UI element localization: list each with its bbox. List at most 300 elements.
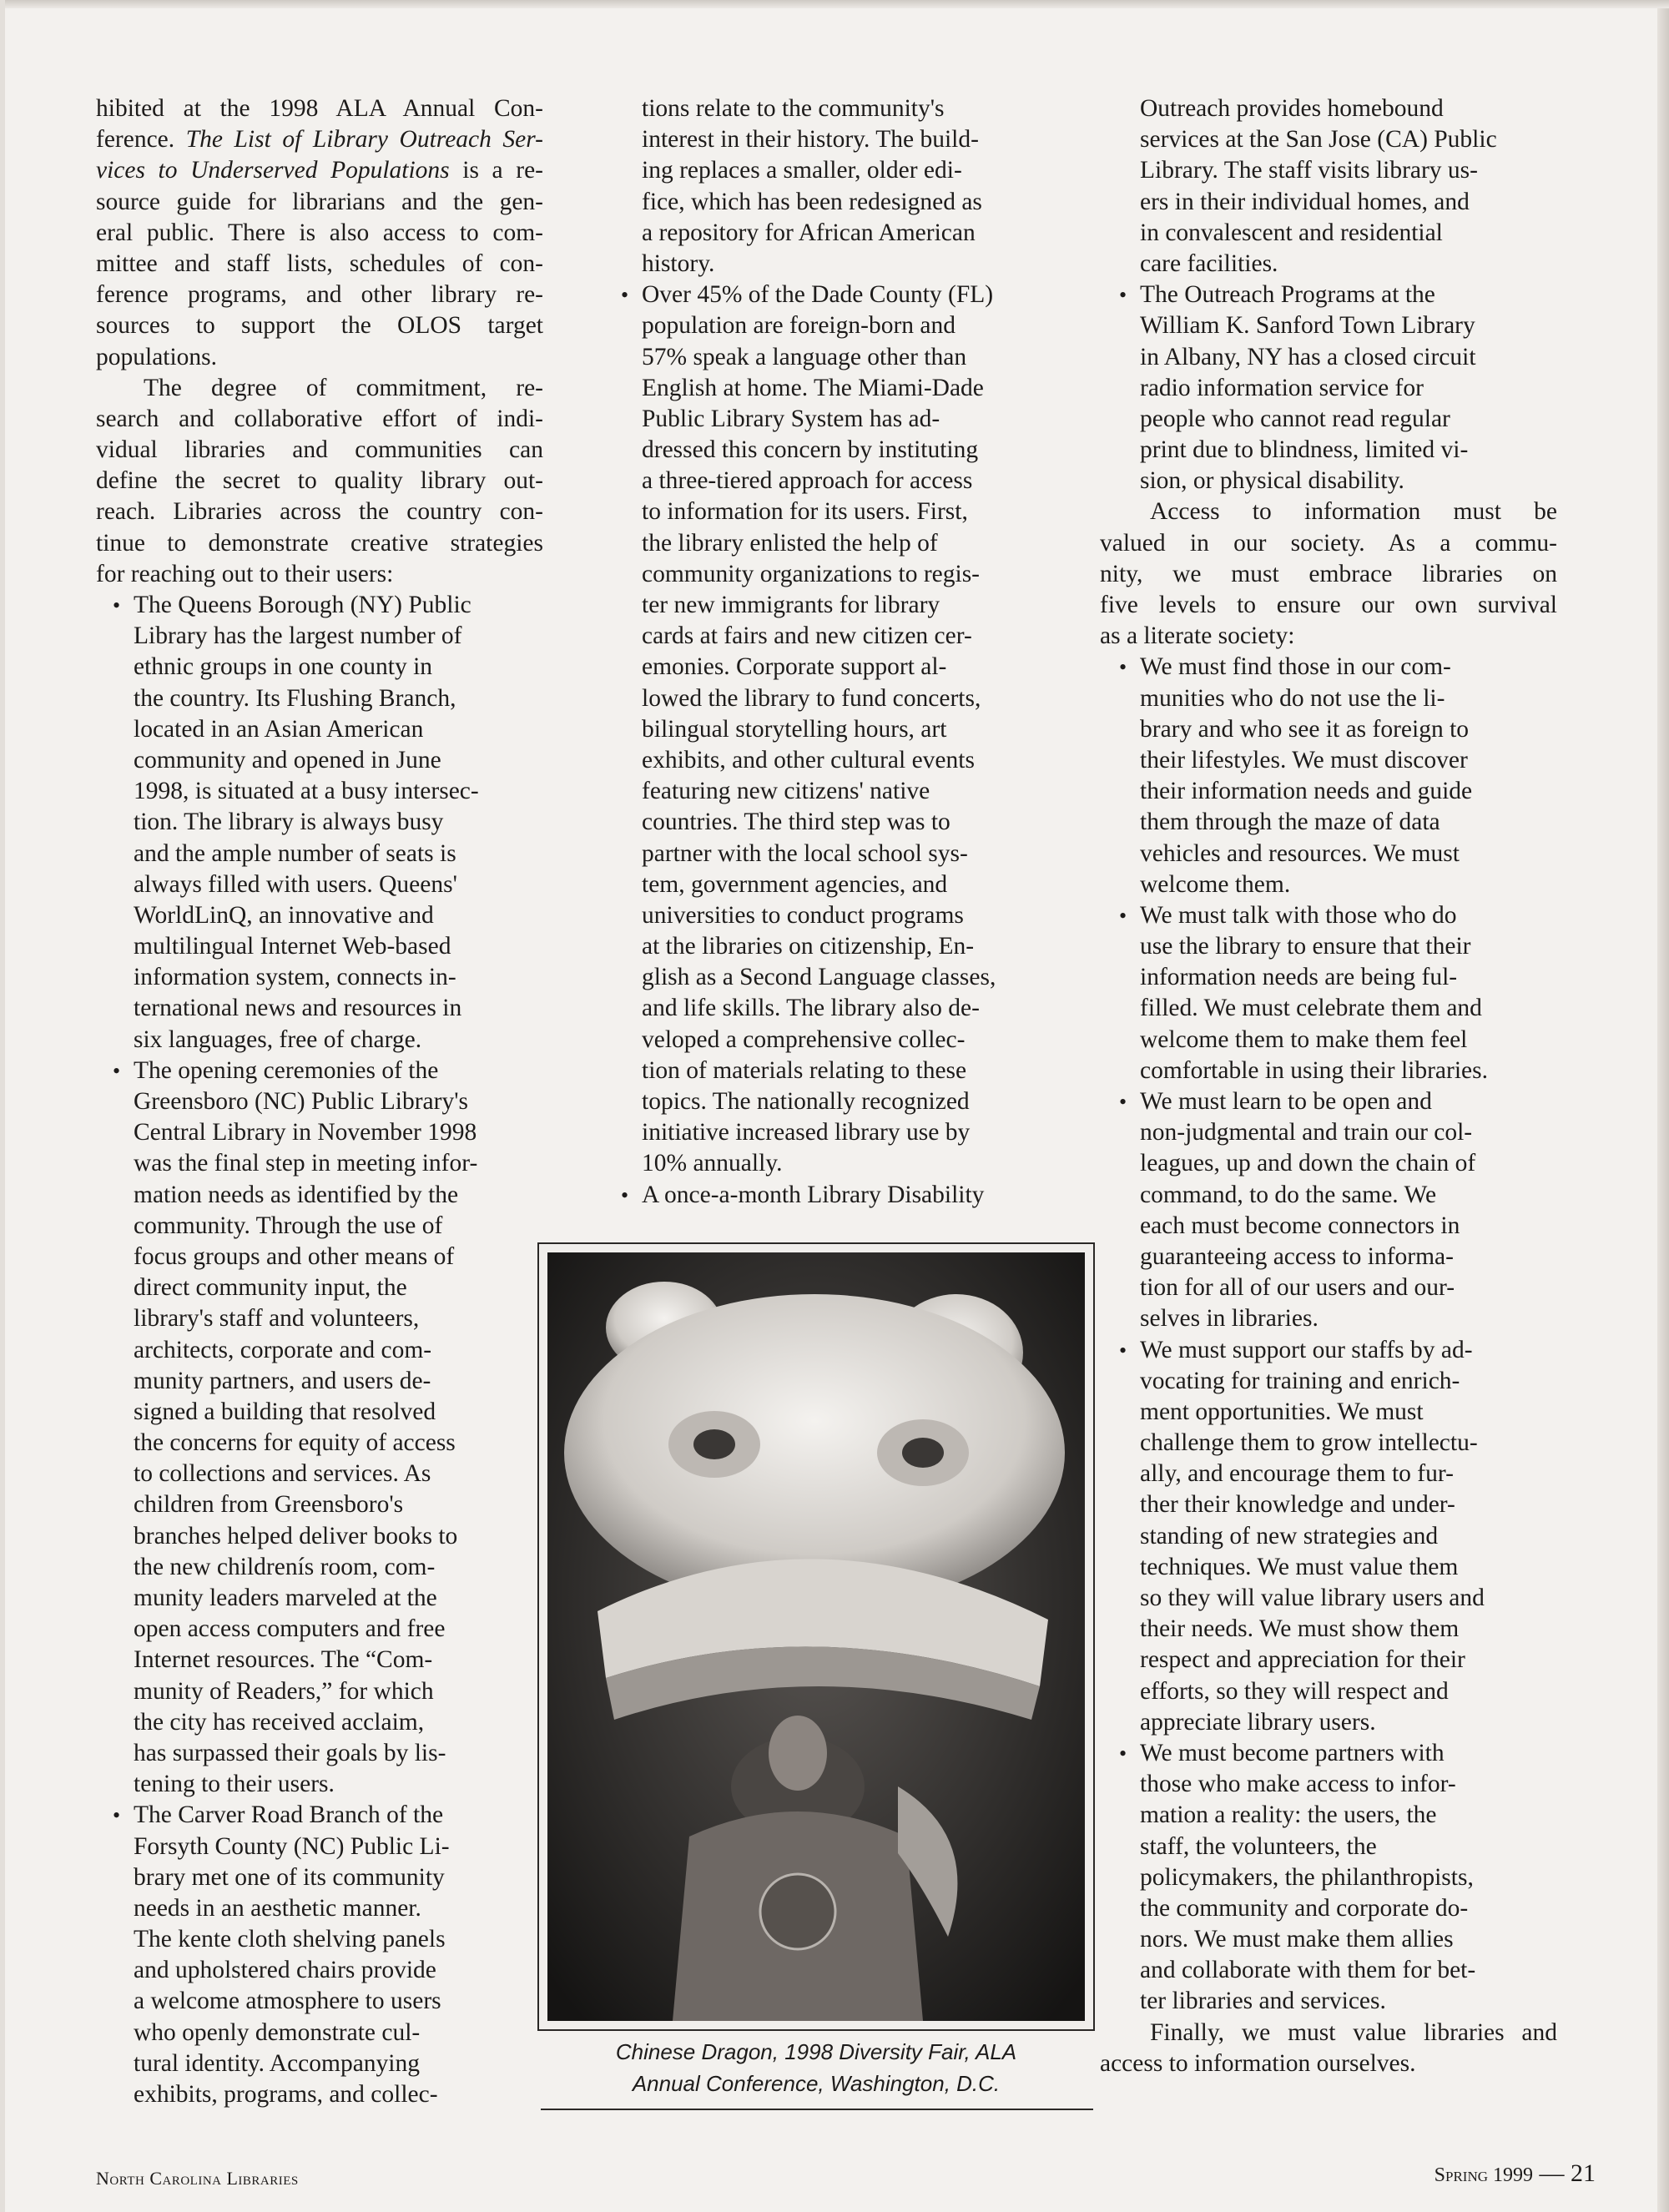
bullet-item-line: [1100, 1986, 1557, 2017]
paragraph-line: [1100, 218, 1557, 249]
footer-issue: Spring 1999: [1434, 2164, 1533, 2186]
line-text: Outreach provides homebound: [1140, 95, 1444, 122]
caption-divider: [541, 2109, 1093, 2110]
bullet-item-line: [621, 373, 1072, 404]
bullet-item-line: [96, 900, 543, 931]
line-text: community organizations to regis-: [642, 560, 981, 587]
line-text: information system, connects in-: [134, 964, 456, 991]
bullet-item-line: [96, 2018, 543, 2048]
bullet-item-line: [1100, 1645, 1557, 1675]
bullet-item-line: [1100, 1272, 1557, 1303]
paragraph-line: [621, 249, 1072, 280]
bullet-icon: •: [621, 1182, 629, 1207]
line-text: eral public. There is also access to com-: [96, 219, 543, 246]
line-text: library's staff and volunteers,: [134, 1305, 420, 1333]
line-text: Central Library in November 1998: [134, 1119, 477, 1146]
line-text: use the library to ensure that their: [1140, 933, 1471, 960]
bullet-item-line: [96, 1086, 543, 1117]
line-text: staff, the volunteers, the: [1140, 1832, 1377, 1860]
bullet-item-line: [96, 1366, 543, 1397]
line-text: We must talk with those who do: [1140, 901, 1457, 929]
bullet-item-line: [621, 1148, 1072, 1179]
bullet-item-line: [621, 1086, 1072, 1117]
line-text: appreciate library users.: [1140, 1708, 1376, 1736]
line-text: ers in their individual homes, and: [1140, 188, 1470, 215]
bullet-item-line: [1100, 683, 1557, 714]
bullet-item-line: [1100, 1335, 1557, 1366]
paragraph-line: [96, 559, 543, 590]
line-text: fice, which has been redesigned as: [642, 188, 982, 215]
bullet-icon: •: [1119, 903, 1127, 928]
line-text: leagues, up and down the chain of: [1140, 1150, 1476, 1177]
bullet-item-line: [1100, 1521, 1557, 1552]
line-text: universities to conduct programs: [642, 901, 964, 929]
bullet-item-line: [1100, 652, 1557, 683]
paragraph-line: [621, 93, 1072, 124]
bullet-item-line: [1100, 1769, 1557, 1800]
paragraph-line: [96, 310, 543, 341]
paragraph-line: [96, 373, 543, 404]
line-text: located in an Asian American: [134, 715, 424, 743]
bullet-item-line: [96, 993, 543, 1024]
line-text: nity, we must embrace libraries on: [1100, 560, 1557, 587]
paragraph-line: [1100, 155, 1557, 186]
bullet-item-line: [1100, 869, 1557, 900]
line-text: tem, government agencies, and: [642, 870, 948, 898]
line-text: vehicles and resources. We must: [1140, 839, 1460, 867]
bullet-item-line: [1100, 1893, 1557, 1924]
line-text: and collaborate with them for bet-: [1140, 1957, 1476, 1984]
line-text: define the secret to quality library out-: [96, 467, 543, 495]
line-text: ing replaces a smaller, older edi-: [642, 157, 962, 184]
bullet-item-line: [96, 776, 543, 807]
bullet-item-line: [96, 1832, 543, 1862]
line-text: The Outreach Programs at the: [1140, 281, 1435, 309]
line-text: them through the maze of data: [1140, 809, 1440, 836]
line-text: history.: [642, 249, 715, 277]
bullet-item-line: [96, 1521, 543, 1552]
line-text: The kente cloth shelving panels: [134, 1926, 446, 1953]
line-text: so they will value library users and: [1140, 1585, 1485, 1611]
line-text: efforts, so they will respect and: [1140, 1677, 1449, 1705]
line-text: the library enlisted the help of: [642, 529, 938, 557]
bullet-item-line: [621, 496, 1072, 527]
line-text: munity partners, and users de-: [134, 1367, 431, 1394]
paragraph-line: [1100, 528, 1557, 559]
bullet-item-line: [621, 869, 1072, 900]
line-text: the new childrenís room, com-: [134, 1553, 436, 1580]
line-text: in Albany, NY has a closed circuit: [1140, 343, 1476, 370]
page-top-edge: [0, 0, 1669, 8]
bullet-item-line: [1100, 1397, 1557, 1428]
line-text: The Queens Borough (NY) Public: [134, 592, 471, 618]
line-text: ethnic groups in one county in: [134, 653, 433, 681]
line-text: who openly demonstrate cul-: [134, 2018, 421, 2046]
bullet-item-line: [1100, 714, 1557, 745]
paragraph-line: [96, 280, 543, 310]
bullet-item-line: [621, 404, 1072, 435]
line-text: welcome them.: [1140, 870, 1291, 898]
bullet-item-line: [1100, 807, 1557, 838]
line-text: tion. The library is always busy: [134, 809, 444, 836]
bullet-item-line: [96, 962, 543, 993]
bullet-item-line: [96, 683, 543, 714]
paragraph-line: [96, 218, 543, 249]
paragraph-line: [96, 528, 543, 559]
bullet-item-line: [96, 869, 543, 900]
line-text: Public Library System has ad-: [642, 405, 940, 432]
bullet-item-line: [96, 2048, 543, 2079]
paragraph-line: [1100, 249, 1557, 280]
line-text: population are foreign-born and: [642, 312, 956, 340]
line-text: cards at fairs and new citizen cer-: [642, 622, 972, 650]
line-text: filled. We must celebrate them and: [1140, 995, 1482, 1022]
bullet-item-line: [96, 1180, 543, 1211]
line-text: focus groups and other means of: [134, 1242, 455, 1270]
line-text: munity of Readers,” for which: [134, 1677, 434, 1705]
line-text: techniques. We must value them: [1140, 1553, 1459, 1580]
bullet-item-line: [621, 342, 1072, 373]
page-right-edge: [1657, 8, 1669, 2212]
line-text: a welcome atmosphere to users: [134, 1988, 441, 2015]
line-text: for reaching out to their users:: [96, 560, 394, 587]
bullet-item-line: [96, 590, 543, 621]
page-left-edge: [0, 0, 5, 2212]
line-text: a repository for African American: [642, 219, 976, 246]
paragraph-line: [621, 124, 1072, 155]
paragraph-line: [96, 249, 543, 280]
photo-caption: [541, 2036, 1092, 2099]
bullet-icon: •: [113, 593, 121, 617]
bullet-item-line: [96, 1552, 543, 1583]
paragraph-line: [1100, 124, 1557, 155]
line-text: their lifestyles. We must discover: [1140, 746, 1468, 773]
line-text: challenge them to grow intellectu-: [1140, 1429, 1478, 1457]
bullet-item-line: [1100, 373, 1557, 404]
line-text: guaranteeing access to informa-: [1140, 1242, 1454, 1270]
line-text: William K. Sanford Town Library: [1140, 312, 1475, 340]
bullet-item-line: [96, 931, 543, 962]
bullet-item-line: [96, 1924, 543, 1955]
line-text: Finally, we must value libraries and: [1150, 2018, 1557, 2046]
bullet-item-line: [621, 590, 1072, 621]
italic-title: The List of Library Outreach Ser-: [185, 126, 543, 154]
bullet-item-line: [1100, 1738, 1557, 1769]
bullet-item-line: [1100, 1428, 1557, 1459]
line-text: has surpassed their goals by lis-: [134, 1739, 446, 1766]
line-text: was the final step in meeting infor-: [134, 1150, 478, 1177]
line-text: munity leaders marveled at the: [134, 1585, 437, 1611]
bullet-item-line: [96, 1707, 543, 1738]
paragraph-line: [621, 218, 1072, 249]
line-text: source guide for librarians and the gen-: [96, 188, 543, 215]
line-text: mation a reality: the users, the: [1140, 1801, 1437, 1829]
line-text: 1998, is situated at a busy intersec-: [134, 778, 479, 805]
bullet-icon: •: [1119, 283, 1127, 308]
bullet-icon: •: [1119, 655, 1127, 680]
paragraph-line: [96, 342, 543, 373]
line-text: ment opportunities. We must: [1140, 1398, 1424, 1425]
bullet-item-line: [96, 1769, 543, 1800]
paragraph-line: [621, 187, 1072, 218]
paragraph-line: [96, 404, 543, 435]
line-text: Library. The staff visits library us-: [1140, 157, 1478, 184]
line-text: tion for all of our users and our-: [1140, 1274, 1455, 1302]
line-text: print due to blindness, limited vi-: [1140, 436, 1469, 464]
bullet-item-line: [96, 1459, 543, 1489]
bullet-item-line: [1100, 1086, 1557, 1117]
line-text: ter libraries and services.: [1140, 1988, 1386, 2015]
bullet-item-line: [621, 993, 1072, 1024]
bullet-item-line: [96, 1489, 543, 1520]
line-text: reach. Libraries across the country con-: [96, 498, 543, 526]
footer-page-info: [1435, 2159, 1596, 2188]
paragraph-line: [1100, 559, 1557, 590]
line-text: branches helped deliver books to: [134, 1522, 458, 1549]
line-text: signed a building that resolved: [134, 1398, 436, 1425]
line-text: ternational news and resources in: [134, 995, 462, 1022]
bullet-item-line: [1100, 1676, 1557, 1707]
line-text: brary and who see it as foreign to: [1140, 715, 1470, 743]
line-text: and upholstered chairs provide: [134, 1957, 436, 1984]
line-text: veloped a comprehensive collec-: [642, 1025, 966, 1053]
bullet-item-line: [621, 745, 1072, 776]
line-text: sion, or physical disability.: [1140, 467, 1404, 495]
line-text: Access to information must be: [1150, 498, 1557, 526]
bullet-item-line: [1100, 1459, 1557, 1489]
bullet-item-line: [1100, 1056, 1557, 1086]
line-text: tion of materials relating to these: [642, 1056, 967, 1084]
bullet-item-line: [96, 1025, 543, 1056]
line-text: Over 45% of the Dade County (FL): [642, 281, 994, 309]
bullet-item-line: [96, 1428, 543, 1459]
text-segment: is a re-: [449, 157, 543, 184]
bullet-item-line: [1100, 1862, 1557, 1893]
line-text: open access computers and free: [134, 1615, 446, 1643]
paragraph-line: [1100, 2018, 1557, 2048]
line-text: services at the San Jose (CA) Public: [1140, 126, 1497, 154]
line-text: exhibits, and other cultural events: [642, 746, 975, 773]
line-text: ter new immigrants for library: [642, 592, 940, 618]
bullet-item-line: [1100, 435, 1557, 466]
line-text: valued in our society. As a commu-: [1100, 529, 1557, 557]
line-text: standing of new strategies and: [1140, 1522, 1439, 1549]
bullet-item-line: [621, 652, 1072, 683]
bullet-item-line: [621, 310, 1072, 341]
line-text: the concerns for equity of access: [134, 1429, 456, 1457]
line-text: The degree of commitment, re-: [144, 374, 543, 401]
bullet-item-line: [621, 528, 1072, 559]
line-text: the city has received acclaim,: [134, 1708, 425, 1736]
italic-title: vices to Underserved Populations: [96, 157, 450, 184]
line-text: We must become partners with: [1140, 1739, 1445, 1766]
line-text: tening to their users.: [134, 1771, 335, 1798]
line-text: mation needs as identified by the: [134, 1181, 459, 1208]
line-text: selves in libraries.: [1140, 1305, 1319, 1333]
caption-line: Chinese Dragon, 1998 Diversity Fair, ALA: [615, 2039, 1017, 2064]
line-text: comfortable in using their libraries.: [1140, 1056, 1488, 1084]
paragraph-line: [96, 155, 543, 186]
line-text: topics. The nationally recognized: [642, 1088, 970, 1115]
paragraph-line: [1100, 2048, 1557, 2079]
line-text: nors. We must make them allies: [1140, 1926, 1454, 1953]
bullet-item-line: [621, 1117, 1072, 1148]
bullet-item-line: [96, 1272, 543, 1303]
line-text: direct community input, the: [134, 1274, 407, 1302]
line-text: brary met one of its community: [134, 1863, 445, 1891]
line-text: non-judgmental and train our col-: [1140, 1119, 1473, 1146]
line-text: The Carver Road Branch of the: [134, 1801, 444, 1829]
line-text: partner with the local school sys-: [642, 839, 968, 867]
bullet-item-line: [1100, 1924, 1557, 1955]
line-text: Forsyth County (NC) Public Li-: [134, 1832, 450, 1860]
bullet-item-line: [621, 466, 1072, 496]
line-text: Internet resources. The “Com-: [134, 1646, 433, 1674]
line-text: five levels to ensure our own survival: [1100, 592, 1557, 618]
bullet-item-line: [621, 280, 1072, 310]
bullet-item-line: [1100, 962, 1557, 993]
line-text: access to information ourselves.: [1100, 2049, 1416, 2077]
bullet-item-line: [621, 435, 1072, 466]
footer-separator: —: [1539, 2159, 1565, 2187]
line-text: as a literate society:: [1100, 622, 1295, 650]
line-text: ference programs, and other library re-: [96, 281, 543, 309]
line-text: featuring new citizens' native: [642, 778, 930, 805]
paragraph-line: [1100, 590, 1557, 621]
bullet-item-line: [1100, 404, 1557, 435]
bullet-item-line: [621, 962, 1072, 993]
line-text: countries. The third step was to: [642, 809, 950, 836]
line-text: ther their knowledge and under-: [1140, 1491, 1455, 1519]
line-text: welcome them to make them feel: [1140, 1025, 1468, 1053]
bullet-icon: •: [113, 1803, 121, 1828]
line-text: Library has the largest number of: [134, 622, 462, 650]
line-text: 57% speak a language other than: [642, 343, 967, 370]
article-column-right: [1100, 93, 1557, 2079]
line-text: the country. Its Flushing Branch,: [134, 684, 456, 712]
footer-publication: North Carolina Libraries: [96, 2168, 299, 2189]
bullet-item-line: [1100, 310, 1557, 341]
line-text: WorldLinQ, an innovative and: [134, 901, 434, 929]
bullet-item-line: [96, 1893, 543, 1924]
bullet-icon: •: [1119, 1741, 1127, 1766]
line-text: information needs are being ful-: [1140, 964, 1458, 991]
bullet-item-line: [1100, 1117, 1557, 1148]
paragraph-line: [96, 124, 543, 155]
bullet-item-line: [1100, 1707, 1557, 1738]
line-text: and the ample number of seats is: [134, 839, 456, 867]
line-text: to information for its users. First,: [642, 498, 968, 526]
line-text: the community and corporate do-: [1140, 1894, 1469, 1922]
bullet-item-line: [1100, 1552, 1557, 1583]
line-text: interest in their history. The build-: [642, 126, 979, 154]
bullet-item-line: [621, 1180, 1072, 1211]
line-text: and life skills. The library also de-: [642, 995, 980, 1022]
bullet-item-line: [96, 1614, 543, 1645]
line-text: community and opened in June: [134, 746, 441, 773]
bullet-item-line: [621, 683, 1072, 714]
bullet-icon: •: [621, 283, 629, 308]
line-text: vocating for training and enrich-: [1140, 1367, 1460, 1394]
bullet-item-line: [96, 1800, 543, 1831]
bullet-item-line: [621, 776, 1072, 807]
bullet-item-line: [1100, 1303, 1557, 1334]
bullet-item-line: [1100, 1800, 1557, 1831]
article-column-left: [96, 93, 543, 2110]
bullet-icon: •: [113, 1058, 121, 1083]
bullet-item-line: [1100, 776, 1557, 807]
bullet-item-line: [1100, 993, 1557, 1024]
bullet-item-line: [96, 1986, 543, 2017]
paragraph-line: [1100, 93, 1557, 124]
bullet-item-line: [1100, 1180, 1557, 1211]
bullet-item-line: [96, 807, 543, 838]
bullet-item-line: [1100, 342, 1557, 373]
line-text: needs in an aesthetic manner.: [134, 1894, 421, 1922]
line-text: We must learn to be open and: [1140, 1088, 1432, 1115]
bullet-item-line: [1100, 900, 1557, 931]
line-text: six languages, free of charge.: [134, 1025, 422, 1053]
line-text: Greensboro (NC) Public Library's: [134, 1088, 469, 1115]
line-text: in convalescent and residential: [1140, 219, 1443, 246]
bullet-item-line: [621, 714, 1072, 745]
line-text: always filled with users. Queens': [134, 870, 457, 898]
bullet-item-line: [96, 1583, 543, 1614]
line-text: 10% annually.: [642, 1150, 783, 1177]
bullet-item-line: [96, 1303, 543, 1334]
paragraph-line: [96, 187, 543, 218]
line-text: their information needs and guide: [1140, 778, 1473, 805]
line-text: their needs. We must show them: [1140, 1615, 1460, 1643]
bullet-item-line: [96, 1148, 543, 1179]
bullet-item-line: [621, 1056, 1072, 1086]
line-text: search and collaborative effort of indi-: [96, 405, 543, 432]
bullet-item-line: [96, 1211, 543, 1242]
line-text: exhibits, programs, and collec-: [134, 2081, 438, 2108]
bullet-item-line: [96, 1676, 543, 1707]
bullet-item-line: [96, 1335, 543, 1366]
bullet-item-line: [96, 1955, 543, 1986]
bullet-item-line: [96, 621, 543, 652]
caption-line: Annual Conference, Washington, D.C.: [632, 2071, 1001, 2096]
line-text: munities who do not use the li-: [1140, 684, 1445, 712]
line-text: glish as a Second Language classes,: [642, 964, 996, 991]
bullet-item-line: [96, 1056, 543, 1086]
bullet-item-line: [96, 1117, 543, 1148]
line-text: mittee and staff lists, schedules of con-: [96, 249, 543, 277]
line-text: at the libraries on citizenship, En-: [642, 933, 975, 960]
bullet-icon: •: [1119, 1090, 1127, 1114]
bullet-item-line: [1100, 1211, 1557, 1242]
bullet-item-line: [96, 652, 543, 683]
bullet-item-line: [96, 1397, 543, 1428]
bullet-item-line: [1100, 1832, 1557, 1862]
paragraph-line: [96, 435, 543, 466]
bullet-item-line: [96, 1645, 543, 1675]
bullet-item-line: [621, 839, 1072, 869]
line-text: lowed the library to fund concerts,: [642, 684, 981, 712]
line-text: policymakers, the philanthropists,: [1140, 1863, 1474, 1891]
bullet-item-line: [96, 839, 543, 869]
line-text: people who cannot read regular: [1140, 405, 1450, 432]
line-text: We must support our staffs by ad-: [1140, 1336, 1473, 1363]
bullet-item-line: [96, 1242, 543, 1272]
line-text: populations.: [96, 343, 218, 370]
bullet-item-line: [96, 2079, 543, 2110]
bullet-item-line: [621, 621, 1072, 652]
line-text: sources to support the OLOS target: [96, 312, 543, 340]
bullet-item-line: [1100, 280, 1557, 310]
